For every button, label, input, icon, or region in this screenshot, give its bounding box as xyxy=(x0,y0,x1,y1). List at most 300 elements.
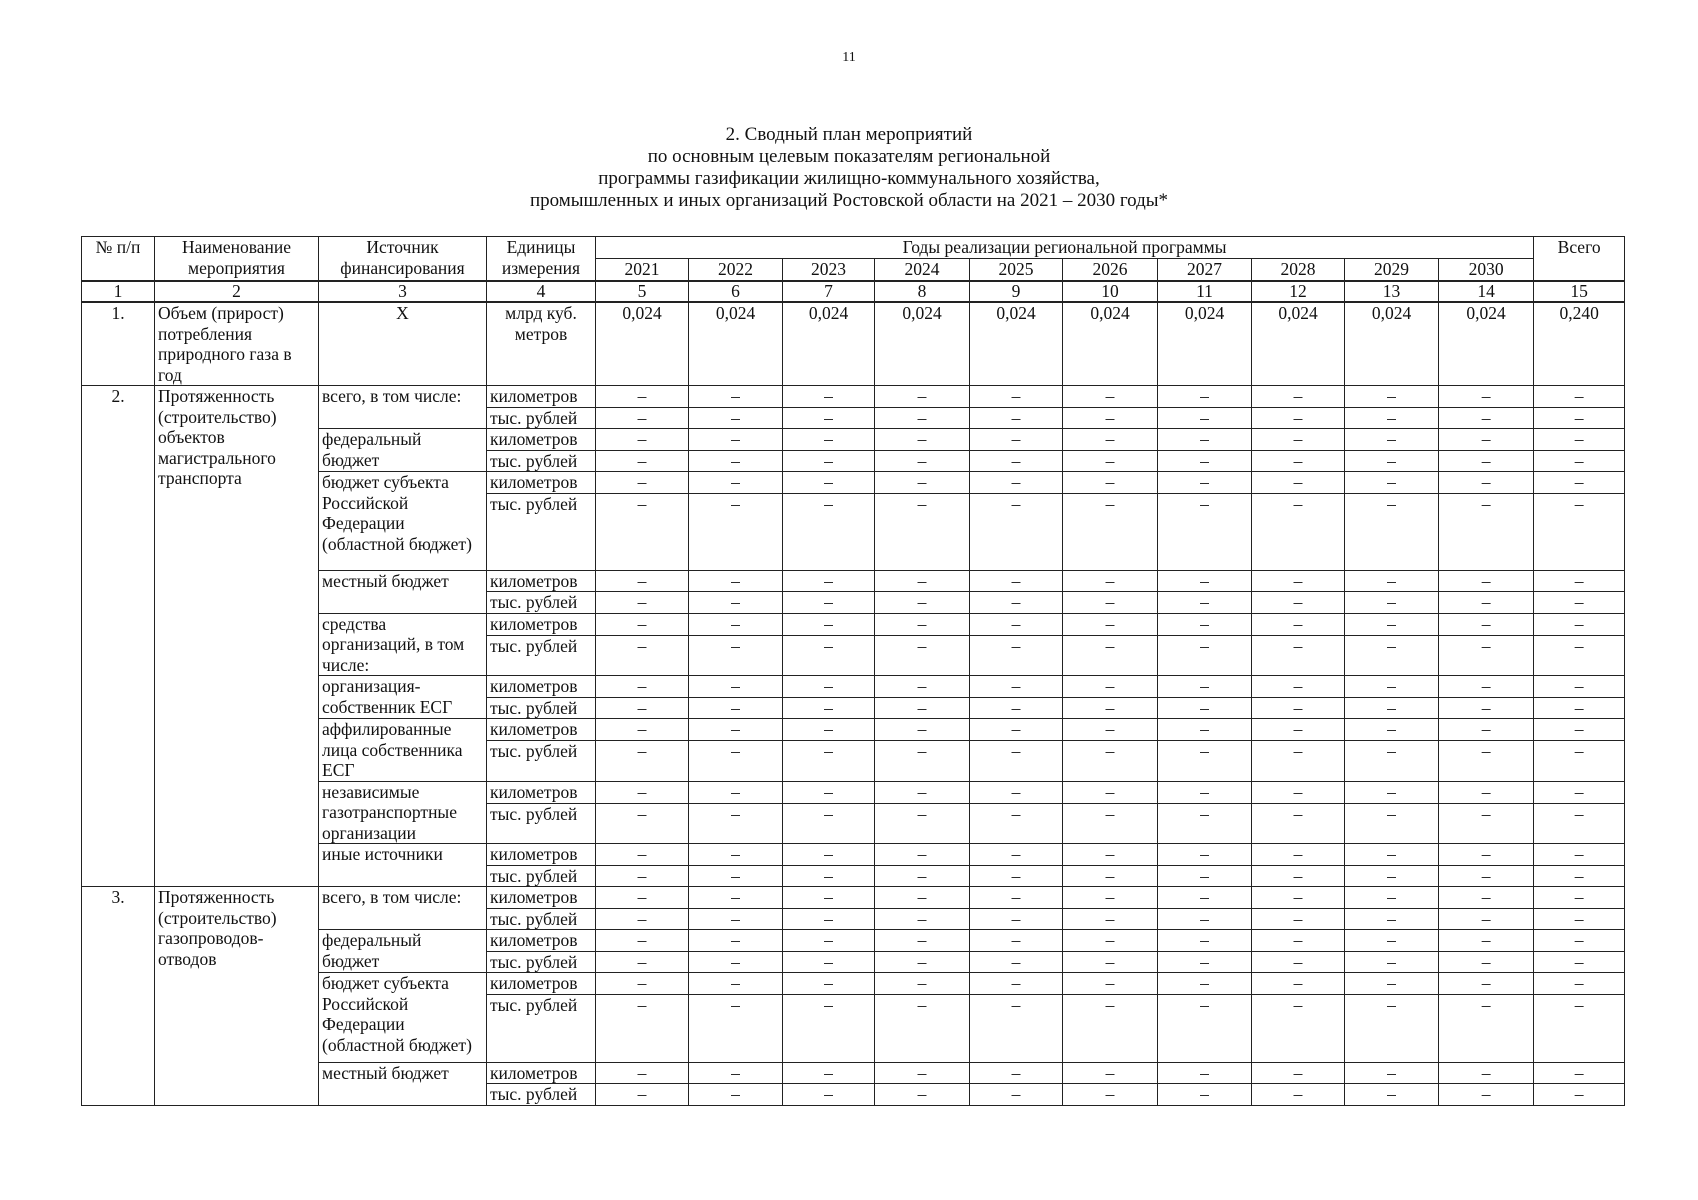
value-cell: – xyxy=(783,908,875,930)
value-cell: 0,024 xyxy=(1252,302,1345,386)
value-cell: – xyxy=(970,908,1063,930)
value-cell: – xyxy=(1345,908,1439,930)
value-cell: – xyxy=(596,1084,689,1106)
value-cell: – xyxy=(970,719,1063,741)
total-cell: – xyxy=(1534,930,1625,952)
value-cell: – xyxy=(689,719,783,741)
value-cell: – xyxy=(970,1062,1063,1084)
value-cell: – xyxy=(1063,865,1158,887)
total-cell: – xyxy=(1534,844,1625,866)
column-number: 8 xyxy=(875,281,970,302)
value-cell: – xyxy=(783,803,875,843)
value-cell: – xyxy=(1345,386,1439,408)
value-cell: – xyxy=(596,908,689,930)
value-cell: – xyxy=(1252,592,1345,614)
value-cell: – xyxy=(970,386,1063,408)
value-cell: – xyxy=(1158,1084,1252,1106)
value-cell: – xyxy=(1252,386,1345,408)
value-cell: – xyxy=(1063,844,1158,866)
value-cell: – xyxy=(970,613,1063,635)
value-cell: – xyxy=(970,741,1063,781)
header-year: 2021 xyxy=(596,259,689,282)
value-cell: – xyxy=(689,386,783,408)
value-cell: – xyxy=(783,1062,875,1084)
value-cell: – xyxy=(1252,407,1345,429)
value-cell: – xyxy=(1345,803,1439,843)
row-source: местный бюджет xyxy=(319,570,487,613)
header-num: № п/п xyxy=(82,237,155,282)
value-cell: – xyxy=(783,493,875,570)
value-cell: – xyxy=(689,676,783,698)
value-cell: – xyxy=(1252,781,1345,803)
column-number: 1 xyxy=(82,281,155,302)
value-cell: – xyxy=(1063,676,1158,698)
value-cell: 0,024 xyxy=(1439,302,1534,386)
value-cell: – xyxy=(1345,1062,1439,1084)
column-number: 6 xyxy=(689,281,783,302)
value-cell: – xyxy=(875,930,970,952)
row-source: бюджет субъекта Российской Федерации (областной бюджет) xyxy=(319,472,487,571)
total-cell: – xyxy=(1534,865,1625,887)
title-line-3: программы газификации жилищно-коммунального хозяйства, xyxy=(598,168,1100,189)
value-cell: – xyxy=(875,865,970,887)
row-unit: тыс. рублей xyxy=(487,1084,596,1106)
value-cell: – xyxy=(689,781,783,803)
value-cell: – xyxy=(783,386,875,408)
value-cell: – xyxy=(1158,865,1252,887)
value-cell: – xyxy=(596,676,689,698)
column-number: 2 xyxy=(155,281,319,302)
header-year: 2029 xyxy=(1345,259,1439,282)
value-cell: – xyxy=(783,592,875,614)
value-cell: – xyxy=(1158,994,1252,1062)
value-cell: – xyxy=(1345,676,1439,698)
value-cell: – xyxy=(970,570,1063,592)
row-source: средства организаций, в том числе: xyxy=(319,613,487,676)
total-cell: 0,240 xyxy=(1534,302,1625,386)
value-cell: – xyxy=(1063,613,1158,635)
value-cell: – xyxy=(1158,973,1252,995)
value-cell: – xyxy=(1345,973,1439,995)
row-unit: километров xyxy=(487,844,596,866)
total-cell: – xyxy=(1534,676,1625,698)
value-cell: – xyxy=(1345,1084,1439,1106)
value-cell: – xyxy=(1063,803,1158,843)
column-number: 3 xyxy=(319,281,487,302)
value-cell: – xyxy=(1158,386,1252,408)
value-cell: – xyxy=(1439,887,1534,909)
total-cell: – xyxy=(1534,592,1625,614)
value-cell: – xyxy=(875,697,970,719)
value-cell: – xyxy=(875,450,970,472)
value-cell: – xyxy=(875,386,970,408)
value-cell: – xyxy=(875,781,970,803)
value-cell: – xyxy=(875,908,970,930)
value-cell: – xyxy=(970,844,1063,866)
row-source: всего, в том числе: xyxy=(319,887,487,930)
value-cell: – xyxy=(689,951,783,973)
value-cell: – xyxy=(689,493,783,570)
total-cell: – xyxy=(1534,887,1625,909)
value-cell: – xyxy=(596,865,689,887)
row-unit: тыс. рублей xyxy=(487,994,596,1062)
value-cell: – xyxy=(1439,719,1534,741)
value-cell: – xyxy=(689,803,783,843)
row-unit: километров xyxy=(487,781,596,803)
value-cell: – xyxy=(689,472,783,494)
value-cell: – xyxy=(1252,676,1345,698)
value-cell: – xyxy=(875,1062,970,1084)
total-cell: – xyxy=(1534,719,1625,741)
total-cell: – xyxy=(1534,386,1625,408)
total-cell: – xyxy=(1534,781,1625,803)
value-cell: – xyxy=(875,1084,970,1106)
header-year: 2022 xyxy=(689,259,783,282)
value-cell: – xyxy=(1063,973,1158,995)
value-cell: – xyxy=(689,450,783,472)
title-line-1: 2. Сводный план мероприятий xyxy=(725,124,973,145)
value-cell: – xyxy=(1345,570,1439,592)
value-cell: – xyxy=(1158,908,1252,930)
value-cell: – xyxy=(1345,951,1439,973)
header-year: 2023 xyxy=(783,259,875,282)
value-cell: – xyxy=(689,741,783,781)
value-cell: – xyxy=(1252,472,1345,494)
header-year: 2025 xyxy=(970,259,1063,282)
value-cell: – xyxy=(1063,781,1158,803)
total-cell: – xyxy=(1534,994,1625,1062)
value-cell: – xyxy=(1252,570,1345,592)
value-cell: – xyxy=(1063,719,1158,741)
value-cell: 0,024 xyxy=(1063,302,1158,386)
row-source: иные источники xyxy=(319,844,487,887)
value-cell: – xyxy=(875,741,970,781)
value-cell: – xyxy=(1158,676,1252,698)
total-cell: – xyxy=(1534,908,1625,930)
value-cell: – xyxy=(783,407,875,429)
header-year: 2030 xyxy=(1439,259,1534,282)
row-unit: тыс. рублей xyxy=(487,450,596,472)
header-years-group: Годы реализации региональной программы xyxy=(596,237,1534,259)
value-cell: – xyxy=(1345,613,1439,635)
row-unit: километров xyxy=(487,676,596,698)
value-cell: – xyxy=(1345,930,1439,952)
header-name: Наименование мероприятия xyxy=(155,237,319,282)
value-cell: – xyxy=(1158,613,1252,635)
value-cell: – xyxy=(783,697,875,719)
value-cell: – xyxy=(783,472,875,494)
value-cell: – xyxy=(1252,844,1345,866)
value-cell: – xyxy=(783,613,875,635)
value-cell: – xyxy=(689,407,783,429)
value-cell: – xyxy=(783,930,875,952)
value-cell: – xyxy=(875,613,970,635)
value-cell: – xyxy=(970,429,1063,451)
value-cell: 0,024 xyxy=(1345,302,1439,386)
value-cell: – xyxy=(689,994,783,1062)
value-cell: – xyxy=(970,697,1063,719)
value-cell: – xyxy=(596,887,689,909)
value-cell: 0,024 xyxy=(783,302,875,386)
value-cell: – xyxy=(783,887,875,909)
value-cell: – xyxy=(1158,844,1252,866)
value-cell: – xyxy=(596,613,689,635)
value-cell: – xyxy=(1158,697,1252,719)
column-number: 15 xyxy=(1534,281,1625,302)
value-cell: – xyxy=(1252,493,1345,570)
row-unit: тыс. рублей xyxy=(487,951,596,973)
value-cell: – xyxy=(1158,951,1252,973)
total-cell: – xyxy=(1534,450,1625,472)
value-cell: – xyxy=(689,1062,783,1084)
total-cell: – xyxy=(1534,951,1625,973)
value-cell: – xyxy=(1158,887,1252,909)
value-cell: 0,024 xyxy=(970,302,1063,386)
value-cell: – xyxy=(1345,697,1439,719)
document-title xyxy=(0,124,1698,212)
row-unit: километров xyxy=(487,930,596,952)
value-cell: – xyxy=(1439,493,1534,570)
value-cell: – xyxy=(783,719,875,741)
value-cell: – xyxy=(1439,429,1534,451)
value-cell: – xyxy=(596,781,689,803)
row-source: аффилированные лица собственника ЕСГ xyxy=(319,719,487,782)
value-cell: – xyxy=(596,493,689,570)
row-source: Х xyxy=(319,302,487,386)
row-unit: тыс. рублей xyxy=(487,908,596,930)
value-cell: – xyxy=(1252,908,1345,930)
value-cell: – xyxy=(1345,635,1439,675)
total-cell: – xyxy=(1534,407,1625,429)
value-cell: – xyxy=(1439,570,1534,592)
value-cell: – xyxy=(970,803,1063,843)
total-cell: – xyxy=(1534,429,1625,451)
value-cell: – xyxy=(875,570,970,592)
value-cell: – xyxy=(1439,450,1534,472)
value-cell: – xyxy=(875,407,970,429)
value-cell: – xyxy=(596,719,689,741)
row-unit: километров xyxy=(487,429,596,451)
value-cell: – xyxy=(1158,407,1252,429)
value-cell: – xyxy=(1063,429,1158,451)
value-cell: – xyxy=(1252,803,1345,843)
value-cell: – xyxy=(1063,741,1158,781)
column-number: 12 xyxy=(1252,281,1345,302)
value-cell: – xyxy=(689,613,783,635)
total-cell: – xyxy=(1534,493,1625,570)
table-row xyxy=(82,887,1625,909)
value-cell: – xyxy=(970,951,1063,973)
value-cell: – xyxy=(970,592,1063,614)
value-cell: – xyxy=(596,741,689,781)
value-cell: – xyxy=(1063,887,1158,909)
table-row xyxy=(82,302,1625,386)
total-cell: – xyxy=(1534,697,1625,719)
value-cell: – xyxy=(783,570,875,592)
column-number: 5 xyxy=(596,281,689,302)
row-source: федеральный бюджет xyxy=(319,429,487,472)
table-row xyxy=(82,386,1625,408)
value-cell: – xyxy=(783,635,875,675)
value-cell: – xyxy=(1345,719,1439,741)
row-unit: млрд куб. метров xyxy=(487,302,596,386)
value-cell: – xyxy=(783,994,875,1062)
value-cell: – xyxy=(1063,951,1158,973)
row-unit: километров xyxy=(487,973,596,995)
value-cell: – xyxy=(1252,1062,1345,1084)
row-name: Протяженность (строительство) газопроводов-отводов xyxy=(155,887,319,1106)
value-cell: – xyxy=(875,592,970,614)
value-cell: – xyxy=(689,429,783,451)
value-cell: – xyxy=(1063,697,1158,719)
value-cell: – xyxy=(596,635,689,675)
value-cell: – xyxy=(1063,493,1158,570)
value-cell: – xyxy=(1158,635,1252,675)
value-cell: – xyxy=(1252,429,1345,451)
value-cell: – xyxy=(1063,450,1158,472)
value-cell: – xyxy=(875,719,970,741)
value-cell: – xyxy=(1252,951,1345,973)
total-cell: – xyxy=(1534,613,1625,635)
value-cell: – xyxy=(596,803,689,843)
value-cell: – xyxy=(689,592,783,614)
value-cell: – xyxy=(783,450,875,472)
value-cell: – xyxy=(1063,472,1158,494)
value-cell: – xyxy=(1252,719,1345,741)
value-cell: – xyxy=(875,803,970,843)
value-cell: – xyxy=(1439,865,1534,887)
row-number: 1. xyxy=(82,302,155,386)
row-unit: километров xyxy=(487,613,596,635)
column-number: 7 xyxy=(783,281,875,302)
value-cell: – xyxy=(1158,570,1252,592)
value-cell: – xyxy=(689,930,783,952)
value-cell: – xyxy=(1158,493,1252,570)
value-cell: 0,024 xyxy=(875,302,970,386)
value-cell: – xyxy=(1439,994,1534,1062)
row-unit: тыс. рублей xyxy=(487,865,596,887)
value-cell: – xyxy=(783,1084,875,1106)
value-cell: – xyxy=(1439,472,1534,494)
value-cell: – xyxy=(689,887,783,909)
column-number: 9 xyxy=(970,281,1063,302)
value-cell: 0,024 xyxy=(689,302,783,386)
value-cell: – xyxy=(1158,781,1252,803)
row-unit: тыс. рублей xyxy=(487,493,596,570)
value-cell: – xyxy=(1345,994,1439,1062)
column-number: 14 xyxy=(1439,281,1534,302)
value-cell: – xyxy=(596,844,689,866)
value-cell: – xyxy=(875,429,970,451)
value-cell: – xyxy=(1345,429,1439,451)
value-cell: – xyxy=(783,973,875,995)
table-body xyxy=(82,302,1625,1105)
value-cell: – xyxy=(1439,1084,1534,1106)
table-header xyxy=(82,237,1625,303)
row-unit: километров xyxy=(487,472,596,494)
value-cell: – xyxy=(596,592,689,614)
value-cell: – xyxy=(1345,450,1439,472)
header-source: Источник финансирования xyxy=(319,237,487,282)
value-cell: – xyxy=(1252,865,1345,887)
value-cell: – xyxy=(1345,844,1439,866)
row-name: Протяженность (строительство) объектов магистрального транспорта xyxy=(155,386,319,887)
value-cell: – xyxy=(970,994,1063,1062)
value-cell: – xyxy=(596,1062,689,1084)
value-cell: – xyxy=(1439,613,1534,635)
value-cell: – xyxy=(1063,1084,1158,1106)
value-cell: – xyxy=(970,493,1063,570)
value-cell: – xyxy=(689,570,783,592)
value-cell: – xyxy=(596,570,689,592)
value-cell: – xyxy=(1439,803,1534,843)
value-cell: – xyxy=(596,994,689,1062)
value-cell: – xyxy=(1252,887,1345,909)
value-cell: – xyxy=(783,865,875,887)
value-cell: – xyxy=(1439,1062,1534,1084)
value-cell: – xyxy=(970,676,1063,698)
value-cell: – xyxy=(1252,635,1345,675)
total-cell: – xyxy=(1534,973,1625,995)
value-cell: – xyxy=(1252,613,1345,635)
column-number: 11 xyxy=(1158,281,1252,302)
value-cell: – xyxy=(875,973,970,995)
header-unit: Единицы измерения xyxy=(487,237,596,282)
column-numbers-row xyxy=(82,281,1625,302)
value-cell: – xyxy=(1439,930,1534,952)
value-cell: – xyxy=(689,635,783,675)
value-cell: – xyxy=(1158,719,1252,741)
value-cell: – xyxy=(783,844,875,866)
value-cell: – xyxy=(1063,592,1158,614)
value-cell: – xyxy=(1439,951,1534,973)
value-cell: – xyxy=(970,973,1063,995)
value-cell: – xyxy=(1345,741,1439,781)
value-cell: – xyxy=(689,865,783,887)
value-cell: – xyxy=(1158,592,1252,614)
value-cell: 0,024 xyxy=(596,302,689,386)
value-cell: – xyxy=(689,697,783,719)
value-cell: – xyxy=(783,781,875,803)
value-cell: – xyxy=(1252,450,1345,472)
value-cell: – xyxy=(1439,973,1534,995)
value-cell: – xyxy=(875,676,970,698)
value-cell: – xyxy=(1063,1062,1158,1084)
value-cell: – xyxy=(875,635,970,675)
value-cell: – xyxy=(1439,697,1534,719)
value-cell: – xyxy=(1439,844,1534,866)
value-cell: – xyxy=(1158,741,1252,781)
header-year: 2024 xyxy=(875,259,970,282)
value-cell: – xyxy=(1063,407,1158,429)
value-cell: – xyxy=(970,472,1063,494)
value-cell: – xyxy=(1345,472,1439,494)
column-number: 10 xyxy=(1063,281,1158,302)
value-cell: – xyxy=(970,1084,1063,1106)
value-cell: – xyxy=(1158,450,1252,472)
value-cell: – xyxy=(1063,635,1158,675)
value-cell: – xyxy=(1158,1062,1252,1084)
row-source: федеральный бюджет xyxy=(319,930,487,973)
column-number: 13 xyxy=(1345,281,1439,302)
row-unit: тыс. рублей xyxy=(487,741,596,781)
total-cell: – xyxy=(1534,803,1625,843)
value-cell: – xyxy=(1439,635,1534,675)
value-cell: – xyxy=(875,951,970,973)
total-cell: – xyxy=(1534,570,1625,592)
value-cell: – xyxy=(970,781,1063,803)
title-line-2: по основным целевым показателям региональной xyxy=(647,146,1051,167)
